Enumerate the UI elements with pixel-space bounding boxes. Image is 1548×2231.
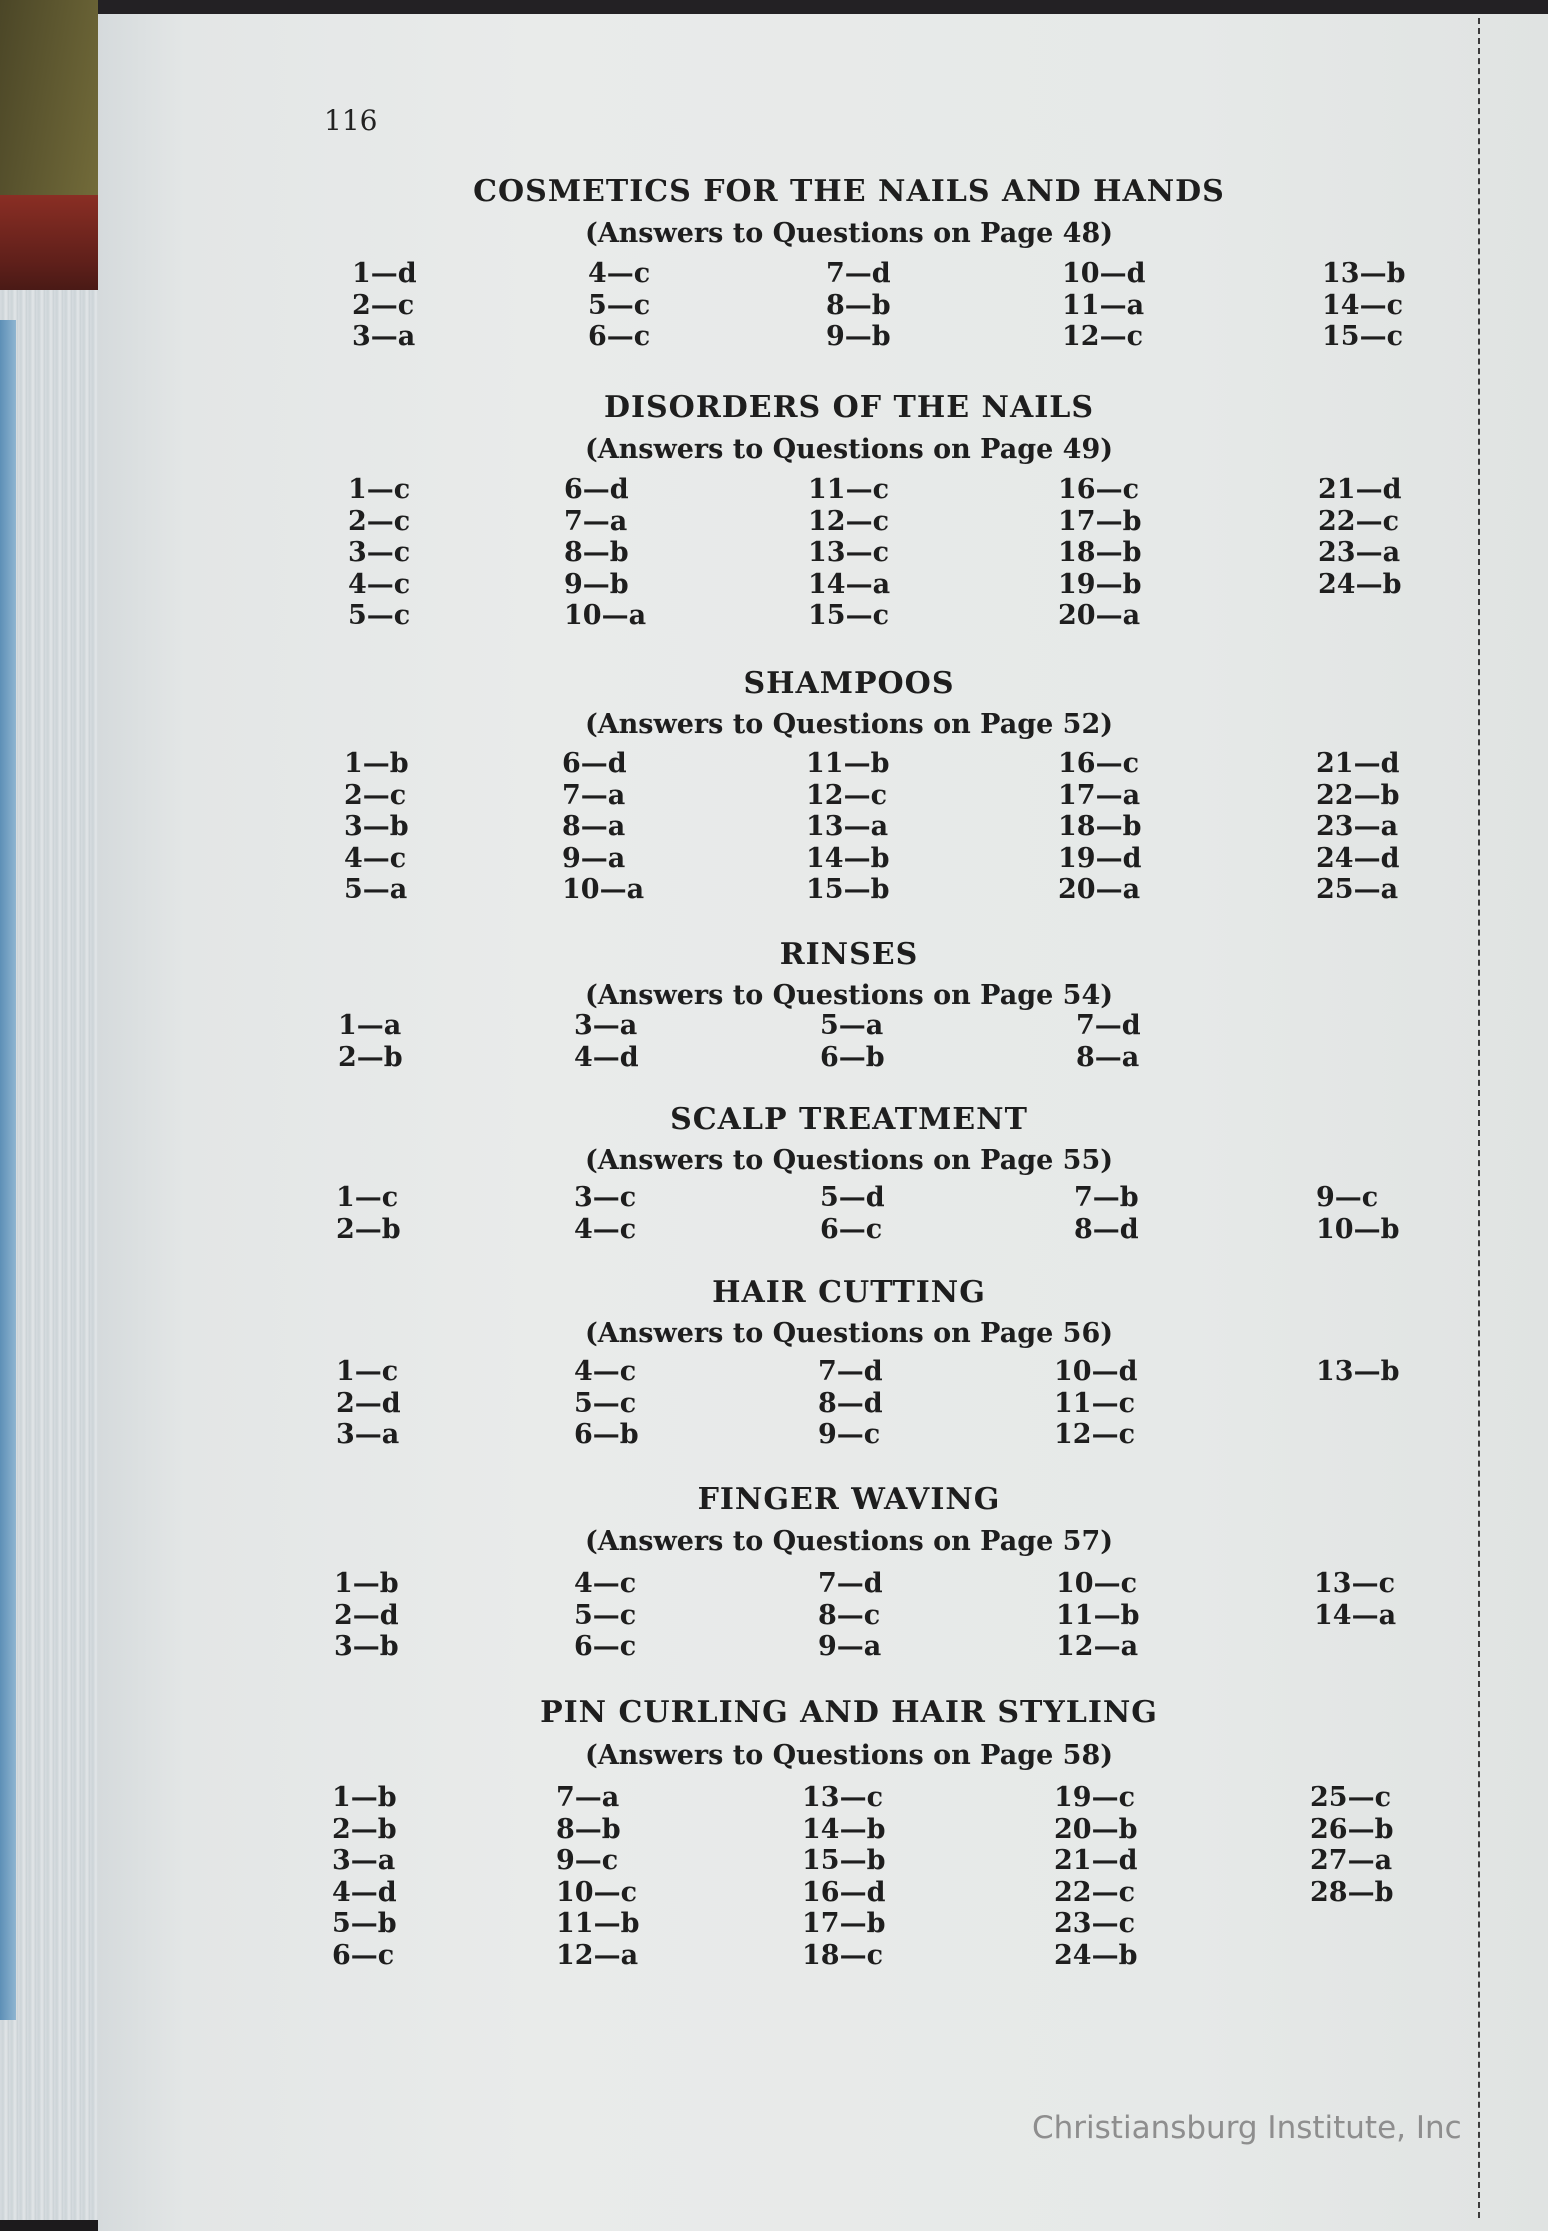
answer-entry: 3—a (352, 321, 416, 352)
answer-entry: 10—c (556, 1876, 638, 1908)
answer-entry: 1—c (336, 1182, 399, 1213)
answer-entry: 10—a (562, 874, 645, 905)
section-title: RINSES (779, 937, 919, 972)
section-subtitle: (Answers to Questions on Page 57) (584, 1526, 1114, 1557)
answer-entry: 2—b (332, 1813, 397, 1845)
answer-entry: 26—b (1310, 1813, 1394, 1845)
answer-entry: 11—b (556, 1908, 640, 1939)
answer-entry: 25—a (1316, 874, 1399, 905)
answer-entry: 7—b (1074, 1182, 1139, 1213)
answer-entry: 21—d (1318, 474, 1402, 505)
answer-entry: 4—c (344, 842, 407, 874)
answer-entry: 7—d (818, 1568, 883, 1599)
answer-entry: 21—d (1316, 748, 1400, 779)
answer-entry: 24—b (1318, 568, 1402, 600)
page-stack-edge (0, 290, 110, 2220)
section-subtitle: (Answers to Questions on Page 58) (584, 1740, 1114, 1771)
answer-entry: 14—a (808, 568, 891, 600)
answer-entry: 3—c (348, 537, 411, 568)
answer-entry: 22—c (1318, 505, 1400, 537)
answer-entry: 9—c (818, 1419, 881, 1450)
answer-entry: 18—c (802, 1939, 884, 1971)
answer-entry: 6—b (574, 1419, 639, 1450)
answer-entry: 5—b (332, 1908, 397, 1939)
answer-entry: 8—d (818, 1387, 883, 1419)
answer-entry: 7—d (1076, 1010, 1141, 1041)
answer-entry: 15—c (1322, 321, 1404, 352)
answer-entry: 20—a (1058, 600, 1141, 631)
answer-entry: 10—a (564, 600, 647, 631)
answer-entry: 8—d (1074, 1213, 1139, 1245)
answer-entry: 11—b (806, 748, 890, 779)
answer-entry: 9—a (562, 842, 626, 874)
answer-entry: 18—b (1058, 537, 1142, 568)
answer-entry: 13—c (808, 537, 890, 568)
answer-entry: 1—c (336, 1356, 399, 1387)
answer-entry: 28—b (1310, 1876, 1394, 1908)
answer-entry: 6—d (564, 474, 629, 505)
section-subtitle: (Answers to Questions on Page 55) (584, 1145, 1114, 1176)
answer-entry: 19—c (1054, 1782, 1136, 1813)
page-number: 116 (324, 104, 378, 137)
answer-entry: 1—a (338, 1010, 402, 1041)
section-title: SHAMPOOS (743, 666, 955, 701)
answer-entry: 4—c (574, 1213, 637, 1245)
answer-entry: 9—c (1316, 1182, 1379, 1213)
answer-entry: 2—d (336, 1387, 401, 1419)
answer-entry: 8—b (556, 1813, 621, 1845)
section-subtitle: (Answers to Questions on Page 49) (584, 434, 1114, 465)
answer-entry: 12—c (1054, 1419, 1136, 1450)
top-background-edge (98, 0, 1548, 14)
answer-entry: 8—c (818, 1599, 881, 1631)
answer-entry: 3—a (574, 1010, 638, 1041)
answer-entry: 7—a (562, 779, 626, 811)
answer-entry: 20—b (1054, 1813, 1138, 1845)
section-title: DISORDERS OF THE NAILS (603, 390, 1095, 425)
answer-entry: 7—d (826, 258, 891, 289)
answer-entry: 3—a (332, 1845, 396, 1876)
answer-entry: 12—a (556, 1939, 639, 1971)
answer-entry: 13—b (1322, 258, 1406, 289)
answer-entry: 5—a (820, 1010, 884, 1041)
answer-entry: 22—b (1316, 779, 1400, 811)
answer-entry: 6—c (588, 321, 651, 352)
answer-entry: 4—c (574, 1356, 637, 1387)
answer-entry: 1—d (352, 258, 417, 289)
answer-entry: 7—d (818, 1356, 883, 1387)
section-title: FINGER WAVING (697, 1482, 1001, 1517)
answer-entry: 7—a (556, 1782, 620, 1813)
answer-entry: 5—c (574, 1599, 637, 1631)
answer-entry: 15—b (802, 1845, 886, 1876)
answer-entry: 4—c (348, 568, 411, 600)
answer-entry: 3—c (574, 1182, 637, 1213)
answer-entry: 9—b (826, 321, 891, 352)
answer-entry: 12—a (1056, 1631, 1139, 1662)
answer-entry: 5—a (344, 874, 408, 905)
answer-entry: 2—b (336, 1213, 401, 1245)
answer-entry: 12—c (806, 779, 888, 811)
answer-entry: 17—a (1058, 779, 1141, 811)
answer-entry: 11—c (808, 474, 890, 505)
answer-entry: 4—c (588, 258, 651, 289)
answer-entry: 6—c (332, 1939, 395, 1971)
answer-entry: 24—b (1054, 1939, 1138, 1971)
answer-entry: 12—c (808, 505, 890, 537)
answer-entry: 1—b (344, 748, 409, 779)
answer-entry: 8—b (564, 537, 629, 568)
answer-entry: 6—c (574, 1631, 637, 1662)
answer-entry: 17—b (1058, 505, 1142, 537)
answer-entry: 10—b (1316, 1213, 1400, 1245)
answer-entry: 2—b (338, 1041, 403, 1073)
answer-entry: 18—b (1058, 811, 1142, 842)
watermark: Christiansburg Institute, Inc (1032, 2110, 1462, 2146)
answer-entry: 4—d (574, 1041, 639, 1073)
answer-entry: 4—c (574, 1568, 637, 1599)
answer-entry: 3—b (344, 811, 409, 842)
answer-entry: 14—b (806, 842, 890, 874)
answer-entry: 11—c (1054, 1387, 1136, 1419)
section-title: SCALP TREATMENT (670, 1102, 1028, 1137)
answer-entry: 9—c (556, 1845, 619, 1876)
answer-entry: 17—b (802, 1908, 886, 1939)
section-subtitle: (Answers to Questions on Page 52) (584, 709, 1114, 740)
answer-entry: 22—c (1054, 1876, 1136, 1908)
answer-entry: 16—c (1058, 474, 1140, 505)
section-title: COSMETICS FOR THE NAILS AND HANDS (473, 174, 1225, 209)
answer-entry: 14—b (802, 1813, 886, 1845)
answer-entry: 1—b (334, 1568, 399, 1599)
answer-entry: 23—a (1318, 537, 1401, 568)
answer-entry: 8—a (1076, 1041, 1140, 1073)
answer-entry: 11—b (1056, 1599, 1140, 1631)
section-subtitle: (Answers to Questions on Page 54) (584, 980, 1114, 1011)
answer-entry: 15—c (808, 600, 890, 631)
answer-entry: 12—c (1062, 321, 1144, 352)
answer-entry: 2—d (334, 1599, 399, 1631)
answer-entry: 9—b (564, 568, 629, 600)
answer-entry: 6—d (562, 748, 627, 779)
answer-entry: 13—c (802, 1782, 884, 1813)
answer-entry: 2—c (344, 779, 407, 811)
answer-entry: 25—c (1310, 1782, 1392, 1813)
answer-entry: 14—c (1322, 289, 1404, 321)
answer-entry: 2—c (348, 505, 411, 537)
answer-entry: 10—c (1056, 1568, 1138, 1599)
section-title: HAIR CUTTING (712, 1275, 986, 1310)
answer-entry: 5—c (588, 289, 651, 321)
answer-entry: 27—a (1310, 1845, 1393, 1876)
answer-entry: 3—a (336, 1419, 400, 1450)
answer-entry: 10—d (1054, 1356, 1138, 1387)
section-subtitle: (Answers to Questions on Page 56) (584, 1318, 1114, 1349)
answer-entry: 19—d (1058, 842, 1142, 874)
answer-entry: 10—d (1062, 258, 1146, 289)
answer-entry: 6—c (820, 1213, 883, 1245)
answer-entry: 8—b (826, 289, 891, 321)
answer-entry: 11—a (1062, 289, 1145, 321)
answer-entry: 2—c (352, 289, 415, 321)
answer-entry: 20—a (1058, 874, 1141, 905)
answer-entry: 6—b (820, 1041, 885, 1073)
answer-entry: 5—c (348, 600, 411, 631)
section-subtitle: (Answers to Questions on Page 48) (584, 218, 1114, 249)
answer-entry: 24—d (1316, 842, 1400, 874)
answer-entry: 23—c (1054, 1908, 1136, 1939)
answer-entry: 19—b (1058, 568, 1142, 600)
answer-entry: 21—d (1054, 1845, 1138, 1876)
answer-entry: 5—c (574, 1387, 637, 1419)
answer-entry: 16—d (802, 1876, 886, 1908)
answer-entry: 14—a (1314, 1599, 1397, 1631)
answer-entry: 5—d (820, 1182, 885, 1213)
section-title: PIN CURLING AND HAIR STYLING (540, 1695, 1158, 1730)
answer-entry: 16—c (1058, 748, 1140, 779)
answer-entry: 1—c (348, 474, 411, 505)
answer-entry: 7—a (564, 505, 628, 537)
answer-entry: 9—a (818, 1631, 882, 1662)
answer-entry: 13—b (1316, 1356, 1400, 1387)
answer-entry: 1—b (332, 1782, 397, 1813)
answer-entry: 3—b (334, 1631, 399, 1662)
answer-entry: 13—a (806, 811, 889, 842)
answer-entry: 13—c (1314, 1568, 1396, 1599)
answer-entry: 8—a (562, 811, 626, 842)
answer-entry: 4—d (332, 1876, 397, 1908)
answer-entry: 15—b (806, 874, 890, 905)
answer-entry: 23—a (1316, 811, 1399, 842)
